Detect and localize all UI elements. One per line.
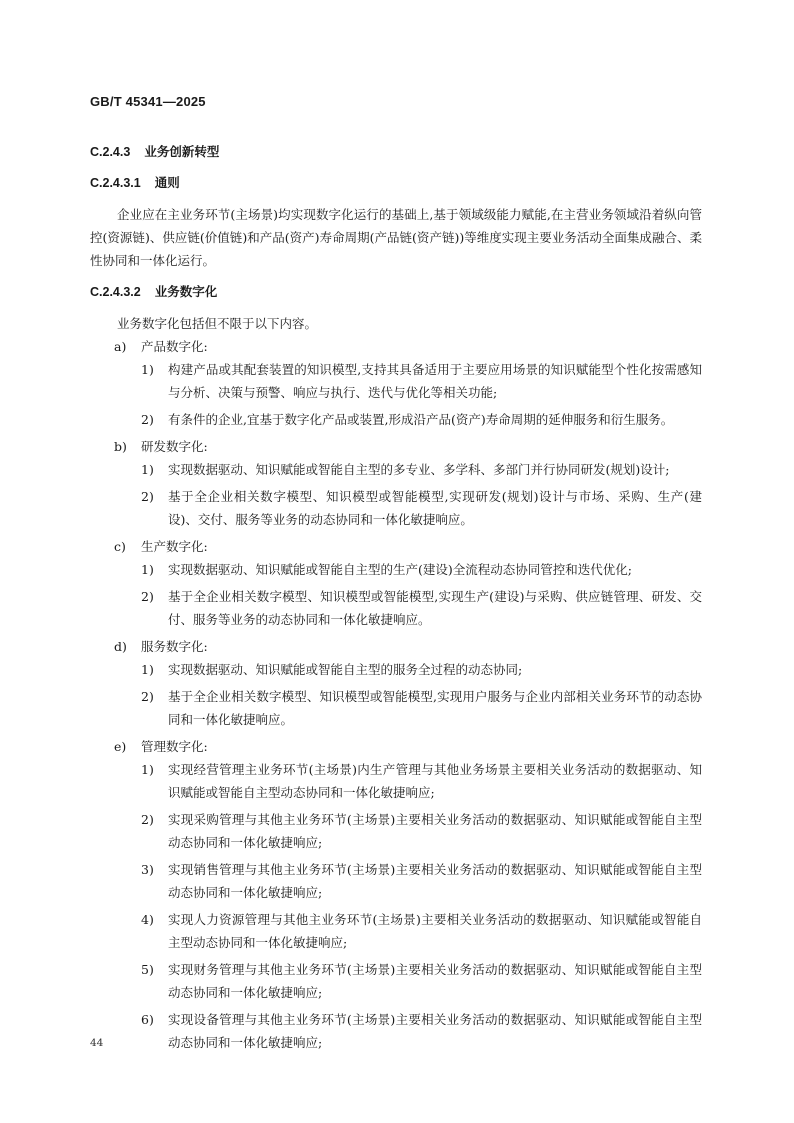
sub-list-marker: 2) xyxy=(141,489,154,504)
sub-list-text: 实现人力资源管理与其他主业务环节(主场景)主要相关业务活动的数据驱动、知识赋能或智能自主型动态协同和一体化敏捷响应; xyxy=(168,912,702,950)
sub-list xyxy=(90,558,702,631)
sub-list-text: 实现数据驱动、知识赋能或智能自主型的服务全过程的动态协同; xyxy=(168,662,523,677)
list-marker: c) xyxy=(114,539,126,554)
sub-list-text: 基于全企业相关数字模型、知识模型或智能模型,实现研发(规划)设计与市场、采购、生产(建设)、交付、服务等业务的动态协同和一体化敏捷响应。 xyxy=(168,489,702,527)
sub-list xyxy=(90,658,702,731)
sub-list-item xyxy=(90,585,702,631)
sub-list-item xyxy=(90,1008,702,1054)
sub-list-marker: 1) xyxy=(141,362,154,377)
sub-list-text: 实现采购管理与其他主业务环节(主场景)主要相关业务活动的数据驱动、知识赋能或智能自主型动态协同和一体化敏捷响应; xyxy=(168,812,702,850)
page-number: 44 xyxy=(90,1037,104,1049)
heading-number: C.2.4.3 xyxy=(90,145,131,159)
sub-list-marker: 1) xyxy=(141,562,154,577)
sub-list-marker: 2) xyxy=(141,812,154,827)
sub-list-item xyxy=(90,358,702,404)
sub-list-item xyxy=(90,758,702,804)
heading-title: 业务数字化 xyxy=(154,285,218,299)
heading-c2-4-3-2 xyxy=(90,281,702,303)
sub-list-text: 实现销售管理与其他主业务环节(主场景)主要相关业务活动的数据驱动、知识赋能或智能自主型动态协同和一体化敏捷响应; xyxy=(168,862,702,900)
sub-list-marker: 2) xyxy=(141,689,154,704)
sub-list-item xyxy=(90,858,702,904)
heading-title: 业务创新转型 xyxy=(144,145,220,159)
sub-list-text: 基于全企业相关数字模型、知识模型或智能模型,实现生产(建设)与采购、供应链管理、研发、交付、服务等业务的动态协同和一体化敏捷响应。 xyxy=(168,589,702,627)
sub-list-text: 实现数据驱动、知识赋能或智能自主型的生产(建设)全流程动态协同管控和迭代优化; xyxy=(168,562,632,577)
list-marker: a) xyxy=(114,339,127,354)
heading-c2-4-3-1 xyxy=(90,172,702,194)
sub-list-text: 实现财务管理与其他主业务环节(主场景)主要相关业务活动的数据驱动、知识赋能或智能自主型动态协同和一体化敏捷响应; xyxy=(168,962,702,1000)
list-item-label: 服务数字化: xyxy=(141,639,208,654)
heading-c2-4-3 xyxy=(90,141,702,163)
heading-number: C.2.4.3.2 xyxy=(90,285,141,299)
list-item-service xyxy=(90,635,702,731)
sub-list-item xyxy=(90,958,702,1004)
sub-list-text: 实现数据驱动、知识赋能或智能自主型的多专业、多学科、多部门并行协同研发(规划)设计; xyxy=(168,462,670,477)
sub-list-marker: 5) xyxy=(141,962,154,977)
digitalization-list xyxy=(90,335,702,1054)
list-intro: 业务数字化包括但不限于以下内容。 xyxy=(117,316,318,331)
sub-list-marker: 2) xyxy=(141,589,154,604)
sub-list-item xyxy=(90,658,702,681)
list-item-label: 管理数字化: xyxy=(141,739,208,754)
sub-list-item xyxy=(90,808,702,854)
list-item-production xyxy=(90,535,702,631)
sub-list-marker: 1) xyxy=(141,762,154,777)
list-item-label: 生产数字化: xyxy=(141,539,208,554)
sub-list-marker: 3) xyxy=(141,862,154,877)
page-body xyxy=(90,141,702,1058)
sub-list-text: 有条件的企业,宜基于数字化产品或装置,形成沿产品(资产)寿命周期的延伸服务和衍生服务。 xyxy=(168,412,674,427)
list-item-label: 产品数字化: xyxy=(141,339,208,354)
sub-list-item xyxy=(90,908,702,954)
sub-list xyxy=(90,458,702,531)
sub-list-item xyxy=(90,558,702,581)
standard-number: GB/T 45341—2025 xyxy=(90,94,206,109)
list-item-product xyxy=(90,335,702,431)
sub-list-marker: 4) xyxy=(141,912,154,927)
sub-list-item xyxy=(90,685,702,731)
list-item-label: 研发数字化: xyxy=(141,439,208,454)
sub-list xyxy=(90,758,702,1054)
sub-list-item xyxy=(90,485,702,531)
sub-list-item xyxy=(90,458,702,481)
general-paragraph: 企业应在主业务环节(主场景)均实现数字化运行的基础上,基于领域级能力赋能,在主营业务领域沿着纵向管控(资源链)、供应链(价值链)和产品(资产)寿命周期(产品链(资产链))等维度实现主要业务活动全面集成融合、柔性协同和一体化运行。 xyxy=(90,207,702,268)
sub-list xyxy=(90,358,702,431)
list-item-rd xyxy=(90,435,702,531)
list-item-management xyxy=(90,735,702,1054)
sub-list-marker: 1) xyxy=(141,662,154,677)
list-marker: e) xyxy=(114,739,127,754)
sub-list-marker: 6) xyxy=(141,1012,154,1027)
sub-list-text: 实现经营管理主业务环节(主场景)内生产管理与其他业务场景主要相关业务活动的数据驱动、知识赋能或智能自主型动态协同和一体化敏捷响应; xyxy=(168,762,702,800)
sub-list-marker: 2) xyxy=(141,412,154,427)
sub-list-text: 基于全企业相关数字模型、知识模型或智能模型,实现用户服务与企业内部相关业务环节的动态协同和一体化敏捷响应。 xyxy=(168,689,702,727)
heading-title: 通则 xyxy=(154,176,180,190)
sub-list-text: 构建产品或其配套装置的知识模型,支持其具备适用于主要应用场景的知识赋能型个性化按需感知与分析、决策与预警、响应与执行、迭代与优化等相关功能; xyxy=(168,362,702,400)
sub-list-marker: 1) xyxy=(141,462,154,477)
sub-list-item xyxy=(90,408,702,431)
list-marker: d) xyxy=(114,639,127,654)
heading-number: C.2.4.3.1 xyxy=(90,176,141,190)
list-marker: b) xyxy=(114,439,127,454)
sub-list-text: 实现设备管理与其他主业务环节(主场景)主要相关业务活动的数据驱动、知识赋能或智能自主型动态协同和一体化敏捷响应; xyxy=(168,1012,702,1050)
